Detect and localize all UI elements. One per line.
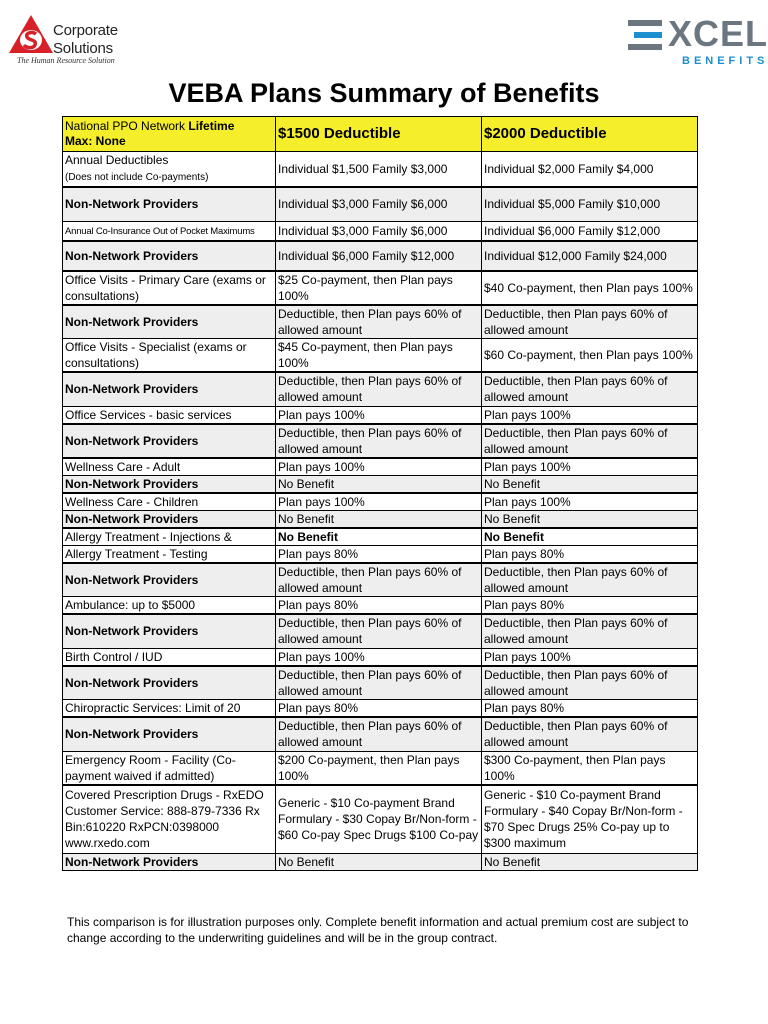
table-row: [63, 221, 698, 241]
plan-2000-value: Plan pays 80%: [482, 597, 698, 615]
benefit-label-cell: [63, 458, 276, 476]
plan-2000-value: Deductible, then Plan pays 60% of allowed amount: [482, 305, 698, 339]
table-row: [63, 853, 698, 870]
benefit-label: Non-Network Providers: [65, 476, 199, 491]
table-row: [63, 700, 698, 718]
excel-e-mark-icon: [628, 20, 668, 50]
plan-1500-value: Deductible, then Plan pays 60% of allowed amount: [276, 614, 482, 648]
benefit-label-cell: [63, 152, 276, 188]
plan-2000-value: Deductible, then Plan pays 60% of allowed amount: [482, 563, 698, 597]
benefit-label-cell: [63, 305, 276, 339]
plan-2000-value: No Benefit: [482, 475, 698, 493]
table-row: [63, 475, 698, 493]
plan-1500-value: Plan pays 100%: [276, 458, 482, 476]
benefit-label: Non-Network Providers: [65, 197, 199, 212]
plan-1500-value: $45 Co-payment, then Plan pays 100%: [276, 339, 482, 373]
benefit-label-cell: [63, 475, 276, 493]
benefit-label: Office Visits - Primary Care (exams or consultations): [65, 273, 266, 303]
table-row: [63, 187, 698, 221]
benefit-label: Non-Network Providers: [65, 854, 199, 869]
plan-1500-value: Individual $1,500 Family $3,000: [276, 152, 482, 188]
table-row: [63, 510, 698, 528]
corporate-solutions-mark-icon: [8, 14, 54, 54]
benefit-label: Birth Control / IUD: [65, 649, 163, 664]
plan-1500-value: Deductible, then Plan pays 60% of allowed amount: [276, 666, 482, 700]
benefit-label-cell: [63, 614, 276, 648]
benefit-label: Non-Network Providers: [65, 675, 199, 690]
plan-1500-value: Deductible, then Plan pays 60% of allowed amount: [276, 563, 482, 597]
plan-2000-value: No Benefit: [482, 528, 698, 546]
table-row: [63, 666, 698, 700]
plan-1500-value: No Benefit: [276, 853, 482, 870]
benefit-label: Emergency Room - Facility (Co-payment waived if admitted): [65, 752, 236, 783]
plan-2000-value: Deductible, then Plan pays 60% of allowed amount: [482, 372, 698, 406]
plan-1500-value: Individual $3,000 Family $6,000: [276, 221, 482, 241]
plan-1500-value: No Benefit: [276, 528, 482, 546]
plan-1500-value: Plan pays 100%: [276, 648, 482, 666]
plan-2000-value: Plan pays 100%: [482, 648, 698, 666]
table-row: [63, 406, 698, 424]
plan-1500-value: No Benefit: [276, 475, 482, 493]
benefit-sublabel: (Does not include Co-payments): [65, 172, 209, 183]
table-header-row: [63, 117, 698, 152]
benefit-label-cell: [63, 717, 276, 751]
plan-2000-value: No Benefit: [482, 853, 698, 870]
table-row: [63, 271, 698, 305]
benefit-label: Chiropractic Services: Limit of 20: [65, 701, 241, 715]
plan-2000-value: Plan pays 80%: [482, 700, 698, 718]
benefit-label-cell: [63, 510, 276, 528]
plan-1500-value: Plan pays 80%: [276, 597, 482, 615]
benefit-label-cell: [63, 700, 276, 718]
benefit-label: Non-Network Providers: [65, 249, 199, 263]
table-row: [63, 339, 698, 373]
benefit-label-cell: [63, 339, 276, 373]
benefit-label-cell: [63, 241, 276, 271]
table-row: [63, 717, 698, 751]
header-network-label: National PPO Network: [65, 119, 189, 133]
corporate-solutions-logo: [8, 14, 138, 70]
table-row: [63, 563, 698, 597]
plan-1500-value: Plan pays 100%: [276, 406, 482, 424]
plan-2000-value: Deductible, then Plan pays 60% of allowed amount: [482, 424, 698, 458]
benefit-label: Non-Network Providers: [65, 433, 199, 448]
benefit-label: Allergy Treatment - Injections &: [65, 529, 232, 544]
benefit-label-cell: [63, 372, 276, 406]
plan-2000-value: $300 Co-payment, then Plan pays 100%: [482, 751, 698, 785]
plan-1500-value: Deductible, then Plan pays 60% of allowed amount: [276, 424, 482, 458]
plan-2000-value: Individual $12,000 Family $24,000: [482, 241, 698, 271]
benefit-label: Wellness Care - Adult: [65, 459, 181, 474]
table-row: [63, 241, 698, 271]
plan-1500-value: $25 Co-payment, then Plan pays 100%: [276, 271, 482, 305]
benefit-label-cell: [63, 853, 276, 870]
benefit-label-cell: [63, 221, 276, 241]
plan-2000-value: $40 Co-payment, then Plan pays 100%: [482, 271, 698, 305]
plan-2000-value: Individual $2,000 Family $4,000: [482, 152, 698, 188]
plan-2000-value: No Benefit: [482, 510, 698, 528]
plan-2000-value: Plan pays 100%: [482, 493, 698, 511]
benefit-label-cell: [63, 648, 276, 666]
logo-wordmark: XCEL: [668, 13, 768, 54]
plan-2000-value: Deductible, then Plan pays 60% of allowed amount: [482, 717, 698, 751]
benefit-label-cell: [63, 528, 276, 546]
header-network-cell: [63, 117, 276, 152]
benefit-label-cell: [63, 563, 276, 597]
benefit-label-cell: [63, 271, 276, 305]
benefit-label-cell: [63, 493, 276, 511]
benefit-label: Office Services - basic services: [65, 407, 232, 422]
table-row: [63, 614, 698, 648]
benefit-label: Non-Network Providers: [65, 315, 199, 329]
plan-1500-value: No Benefit: [276, 510, 482, 528]
table-row: [63, 751, 698, 785]
logo-line2: Solutions: [53, 40, 113, 57]
plan-2000-value: Plan pays 80%: [482, 545, 698, 563]
table-row: [63, 785, 698, 853]
plan-1500-value: Generic - $10 Co-payment Brand Formulary - $30 Copay Br/Non-form - $60 Co-pay Spec Drugs $100 Co-pay: [276, 785, 482, 853]
benefit-label: Annual Deductibles: [65, 153, 169, 167]
disclaimer-text: This comparison is for illustration purposes only. Complete benefit information and actual premium cost are subject to change according to the underwriting guidelines and will be in the group contract.: [67, 915, 689, 945]
plan-1500-value: Individual $3,000 Family $6,000: [276, 187, 482, 221]
table-row: [63, 648, 698, 666]
benefit-label: Non-Network Providers: [65, 382, 199, 397]
benefit-label: Non-Network Providers: [65, 511, 199, 526]
logo-subtitle: BENEFITS: [682, 55, 768, 67]
benefit-label-cell: [63, 785, 276, 853]
plan-1500-value: Deductible, then Plan pays 60% of allowed amount: [276, 305, 482, 339]
plan-1500-value: Plan pays 100%: [276, 493, 482, 511]
header-plan-1500: $1500 Deductible: [276, 117, 482, 152]
benefit-label-cell: [63, 406, 276, 424]
plan-2000-value: Generic - $10 Co-payment Brand Formulary - $40 Copay Br/Non-form - $70 Spec Drugs 25% Co-pay up to $300 maximum: [482, 785, 698, 853]
plan-2000-value: Deductible, then Plan pays 60% of allowed amount: [482, 614, 698, 648]
benefit-label: Ambulance: up to $5000: [65, 598, 196, 612]
header-max-label: Max: None: [65, 134, 126, 148]
benefit-label: Non-Network Providers: [65, 727, 199, 742]
benefit-label: Annual Co-Insurance Out of Pocket Maximums: [65, 225, 255, 237]
benefit-label-cell: [63, 666, 276, 700]
benefits-table: [62, 116, 698, 871]
table-row: [63, 372, 698, 406]
plan-1500-value: Individual $6,000 Family $12,000: [276, 241, 482, 271]
table-row: [63, 152, 698, 188]
table-row: [63, 305, 698, 339]
plan-2000-value: Plan pays 100%: [482, 406, 698, 424]
benefit-label: Office Visits - Specialist (exams or consultations): [65, 340, 247, 370]
plan-2000-value: Individual $6,000 Family $12,000: [482, 221, 698, 241]
table-row: [63, 528, 698, 546]
plan-1500-value: Plan pays 80%: [276, 700, 482, 718]
table-row: [63, 458, 698, 476]
plan-2000-value: Plan pays 100%: [482, 458, 698, 476]
logo-tagline: The Human Resource Solution: [17, 56, 115, 65]
header-plan-2000: $2000 Deductible: [482, 117, 698, 152]
table-row: [63, 597, 698, 615]
benefit-label-cell: [63, 751, 276, 785]
plan-2000-value: $60 Co-payment, then Plan pays 100%: [482, 339, 698, 373]
plan-1500-value: $200 Co-payment, then Plan pays 100%: [276, 751, 482, 785]
benefit-label: Covered Prescription Drugs - RxEDO Customer Service: 888-879-7336 Rx Bin:610220 RxPCN:0398000 www.rxedo.com: [65, 788, 264, 851]
benefit-label: Non-Network Providers: [65, 624, 199, 639]
plan-1500-value: Deductible, then Plan pays 60% of allowed amount: [276, 372, 482, 406]
table-row: [63, 493, 698, 511]
table-row: [63, 424, 698, 458]
excel-benefits-logo: [628, 13, 768, 68]
plan-1500-value: Deductible, then Plan pays 60% of allowed amount: [276, 717, 482, 751]
logo-line1: Corporate: [53, 22, 118, 39]
plan-2000-value: Deductible, then Plan pays 60% of allowed amount: [482, 666, 698, 700]
header-lifetime-label: Lifetime: [188, 119, 235, 133]
plan-1500-value: Plan pays 80%: [276, 545, 482, 563]
benefit-label-cell: [63, 597, 276, 615]
benefit-label: Allergy Treatment - Testing: [65, 546, 208, 561]
benefit-label: Wellness Care - Children: [65, 494, 199, 509]
page-title: VEBA Plans Summary of Benefits: [168, 78, 600, 108]
benefit-label: Non-Network Providers: [65, 572, 199, 587]
benefit-label-cell: [63, 424, 276, 458]
plan-2000-value: Individual $5,000 Family $10,000: [482, 187, 698, 221]
table-row: [63, 545, 698, 563]
benefit-label-cell: [63, 187, 276, 221]
benefit-label-cell: [63, 545, 276, 563]
